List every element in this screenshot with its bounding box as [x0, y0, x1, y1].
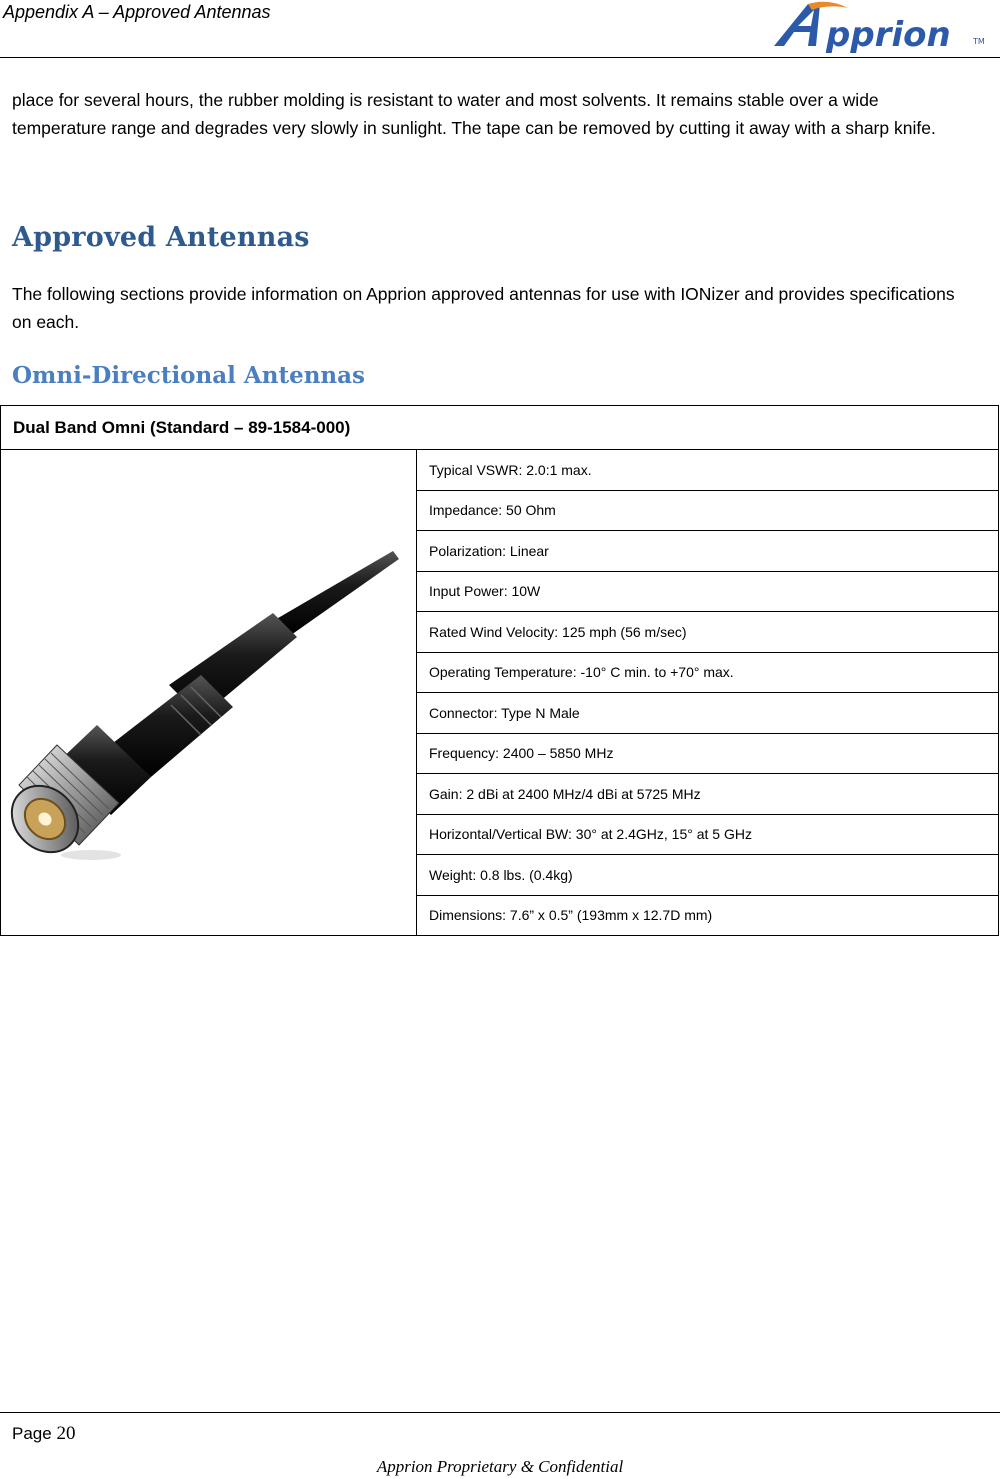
- subsection-heading: Omni-Directional Antennas: [12, 362, 366, 389]
- antenna-image: [1, 455, 416, 925]
- footer-rule: [0, 1412, 1000, 1413]
- spec-row: Polarization: Linear: [417, 531, 999, 572]
- spec-row: Connector: Type N Male: [417, 693, 999, 734]
- section-paragraph: The following sections provide information on Apprion approved antennas for use with IONizer and provides specifications on each.: [12, 284, 955, 332]
- section-heading: Approved Antennas: [12, 222, 310, 253]
- header-rule: [0, 57, 1000, 58]
- confidential-notice: Apprion Proprietary & Confidential: [376, 1457, 624, 1476]
- page-number-value: 20: [56, 1423, 76, 1444]
- page-label: Page: [12, 1424, 52, 1443]
- spec-row: Impedance: 50 Ohm: [417, 490, 999, 531]
- spec-row: Dimensions: 7.6” x 0.5” (193mm x 12.7D mm): [417, 895, 999, 936]
- spec-row: Frequency: 2400 – 5850 MHz: [417, 733, 999, 774]
- antenna-image-cell: [1, 450, 417, 936]
- spec-row: Horizontal/Vertical BW: 30° at 2.4GHz, 15° at 5 GHz: [417, 814, 999, 855]
- spec-row: Operating Temperature: -10° C min. to +70° max.: [417, 652, 999, 693]
- intro-paragraph: place for several hours, the rubber molding is resistant to water and most solvents. It remains stable over a wide temperature range and degrades very slowly in sunlight. The tape can be removed by cutting it away with a sharp knife.: [12, 90, 936, 138]
- spec-row: Typical VSWR: 2.0:1 max.: [417, 450, 999, 491]
- spec-table-title: Dual Band Omni (Standard – 89-1584-000): [1, 406, 999, 450]
- svg-text:pprion: pprion: [826, 15, 951, 55]
- antenna-spec-table: [0, 405, 999, 936]
- page-number: [12, 1423, 75, 1445]
- page-header-title: Appendix A – Approved Antennas: [3, 2, 271, 22]
- spec-row: Gain: 2 dBi at 2400 MHz/4 dBi at 5725 MHz: [417, 774, 999, 815]
- spec-row: Rated Wind Velocity: 125 mph (56 m/sec): [417, 612, 999, 653]
- spec-row: Weight: 0.8 lbs. (0.4kg): [417, 855, 999, 896]
- spec-row: Input Power: 10W: [417, 571, 999, 612]
- apprion-logo: [768, 0, 990, 56]
- svg-text:TM: TM: [973, 37, 985, 46]
